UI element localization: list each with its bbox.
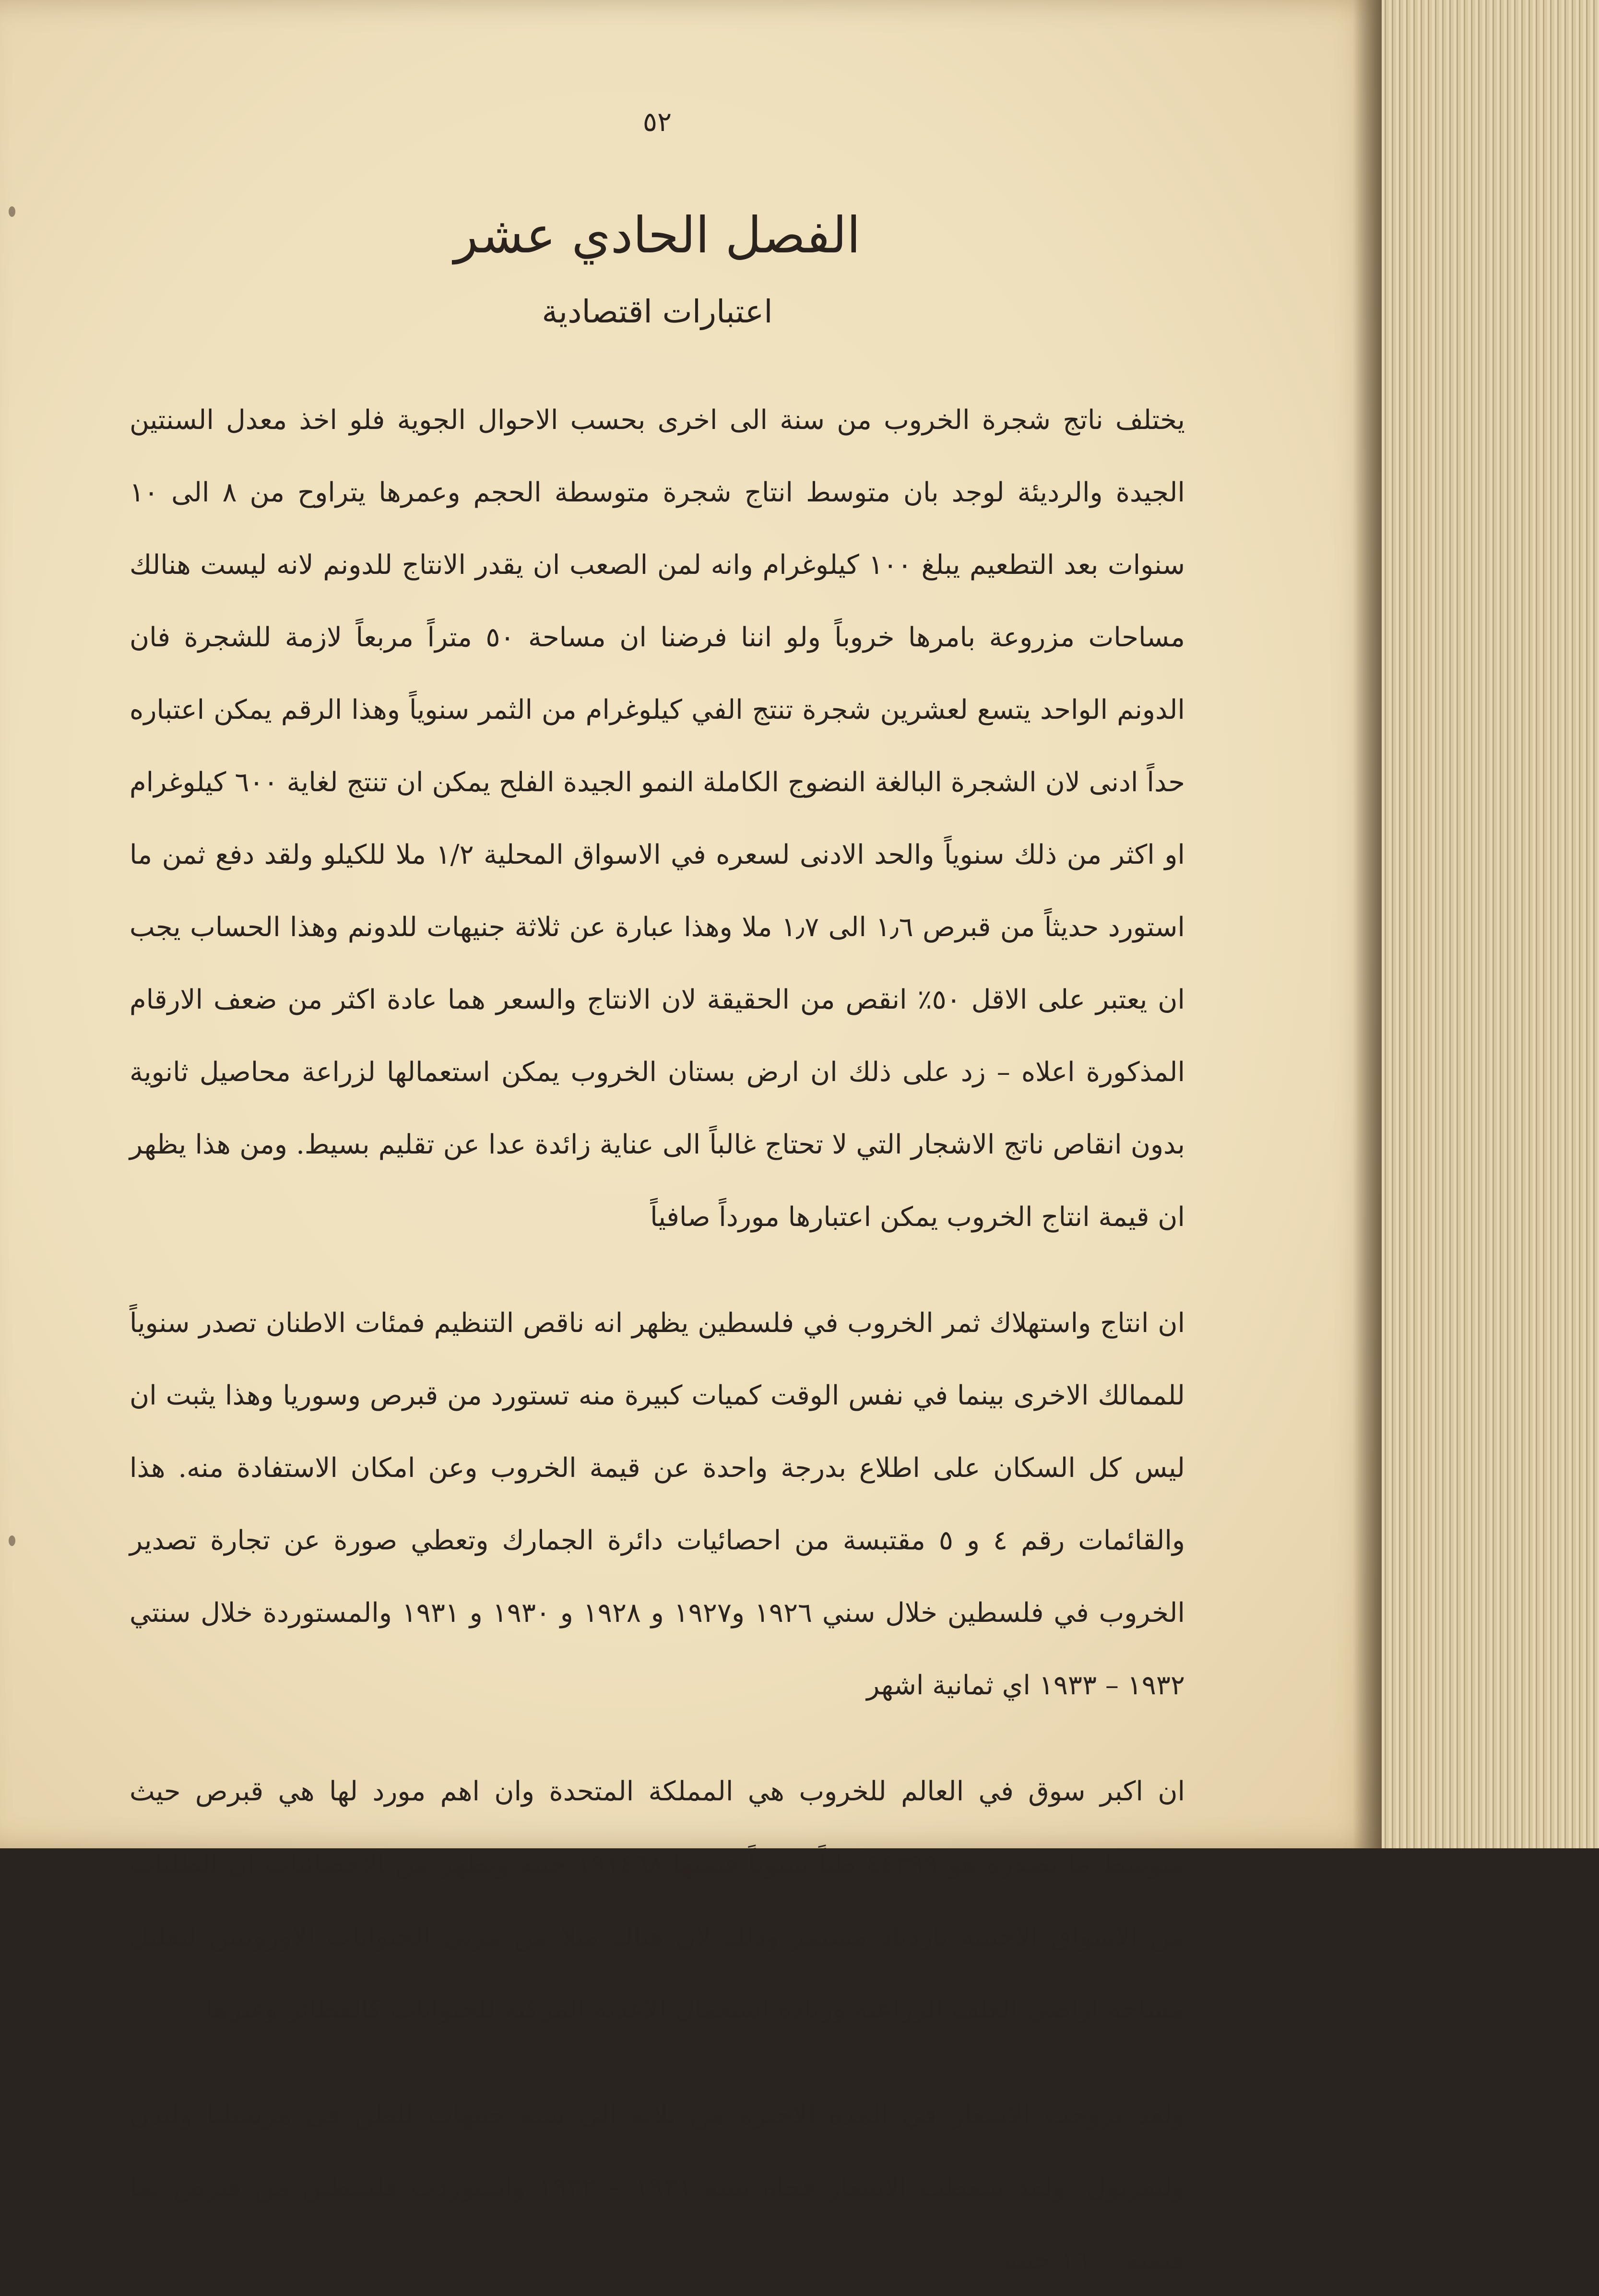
chapter-subtitle: اعتبارات اقتصادية — [542, 293, 773, 330]
binding-hole — [9, 1535, 15, 1546]
binding-hole — [9, 206, 15, 217]
page-number: ٥٢ — [642, 107, 672, 138]
chapter-title: الفصل الحادي عشر — [454, 206, 861, 264]
paragraph: ان اكبر سوق في العالم للخروب هي المملكة المتحدة وان اهم مورد لها هي قبرص حيث متوسط ما تصدره هو ٤٤٣٩٩ طناً سنوياً قيمتها ١٩١٤٦٨ جنيه ويظهر من الاحصائيات ان الطلبات من الاسواق الاجنبية بازدياد مستمر وذلك لان هناك ميلا من مربي الحيوانات الاوروبيين لتقليل مساحة اراضي العلف الزراعية وزيادة استعمال الاغذية المركبة للحيوانات كالفطائر وغيرها — [130, 1776, 1185, 2024]
page-text — [130, 86, 1185, 2296]
paragraph: ان انتاج واستهلاك ثمر الخروب في فلسطين يظهر انه ناقص التنظيم فمئات الاطنان تصدر سنوياً للممالك الاخرى بينما في نفس الوقت كميات كبيرة منه تستورد من قبرص وسوريا وهذا يثبت ان ليس كل السكان على اطلاع بدرجة واحدة عن قيمة الخروب وعن امكان الاستفادة منه. هذا والقائمات رقم ٤ و ٥ مقتبسة من احصائيات دائرة الجمارك وتعطي صورة عن تجارة تصدير الخروب في فلسطين خلال سني ١٩٢٦ و١٩٢٧ و ١٩٢٨ و ١٩٣٠ و ١٩٣١ والمستوردة خلال سنتي ١٩٣٢ – ١٩٣٣ اي ثمانية اشهر — [130, 1308, 1185, 1701]
paragraph: ولقد تروحت الاسعار في المدة الاخيرة من ثلاثة الى ستة جنيهات للطن في مرسيليا ولندن وليفربول. ولقد سقطت الاسعار فجأة سنة ١٩٣١ – ١٩٣٢ واستوردت فلسطين من قبرص بما قيمته ١٦٠٠ جنيه — [130, 2099, 1185, 2275]
page-gutter — [1353, 0, 1382, 1848]
paragraph: يختلف ناتج شجرة الخروب من سنة الى اخرى بحسب الاحوال الجوية فلو اخذ معدل السنتين الجيدة والرديئة لوجد بان متوسط انتاج شجرة متوسطة الحجم وعمرها يتراوح من ٨ الى ١٠ سنوات بعد التطعيم يبلغ ١٠٠ كيلوغرام وانه لمن الصعب ان يقدر الانتاج للدونم لانه ليست هنالك مساحات مزروعة بامرها خروباً ولو اننا فرضنا ان مساحة ٥٠ متراً مربعاً لازمة للشجرة فان الدونم الواحد يتسع لعشرين شجرة تنتج الفي كيلوغرام من الثمر سنوياً وهذا الرقم يمكن اعتباره حداً ادنى لان الشجرة البالغة النضوج الكاملة النمو الجيدة الفلح يمكن ان تنتج لغاية ٦٠٠ كيلوغرام او اكثر من ذلك سنوياً والحد الادنى لسعره في الاسواق المحلية ١/٢ ملا للكيلو ولقد دفع ثمن ما استورد حديثاً من قبرص ١٫٦ الى ١٫٧ ملا وهذا عبارة عن ثلاثة جنيهات للدونم وهذا الحساب يجب ان يعتبر على الاقل ٥٠٪ انقص من الحقيقة لان الانتاج والسعر هما عادة اكثر من ضعف الارقام المذكورة اعلاه – زد على ذلك ان ارض بستان الخروب يمكن استعمالها لزراعة محاصيل ثانوية بدون انقاص ناتج الاشجار التي لا تحتاج غالباً الى عناية زائدة عدا عن تقليم بسيط. ومن هذا يظهر ان قيمة انتاج الخروب يمكن اعتبارها مورداً صافياً — [130, 404, 1185, 1233]
page-edges — [1367, 0, 1599, 1848]
